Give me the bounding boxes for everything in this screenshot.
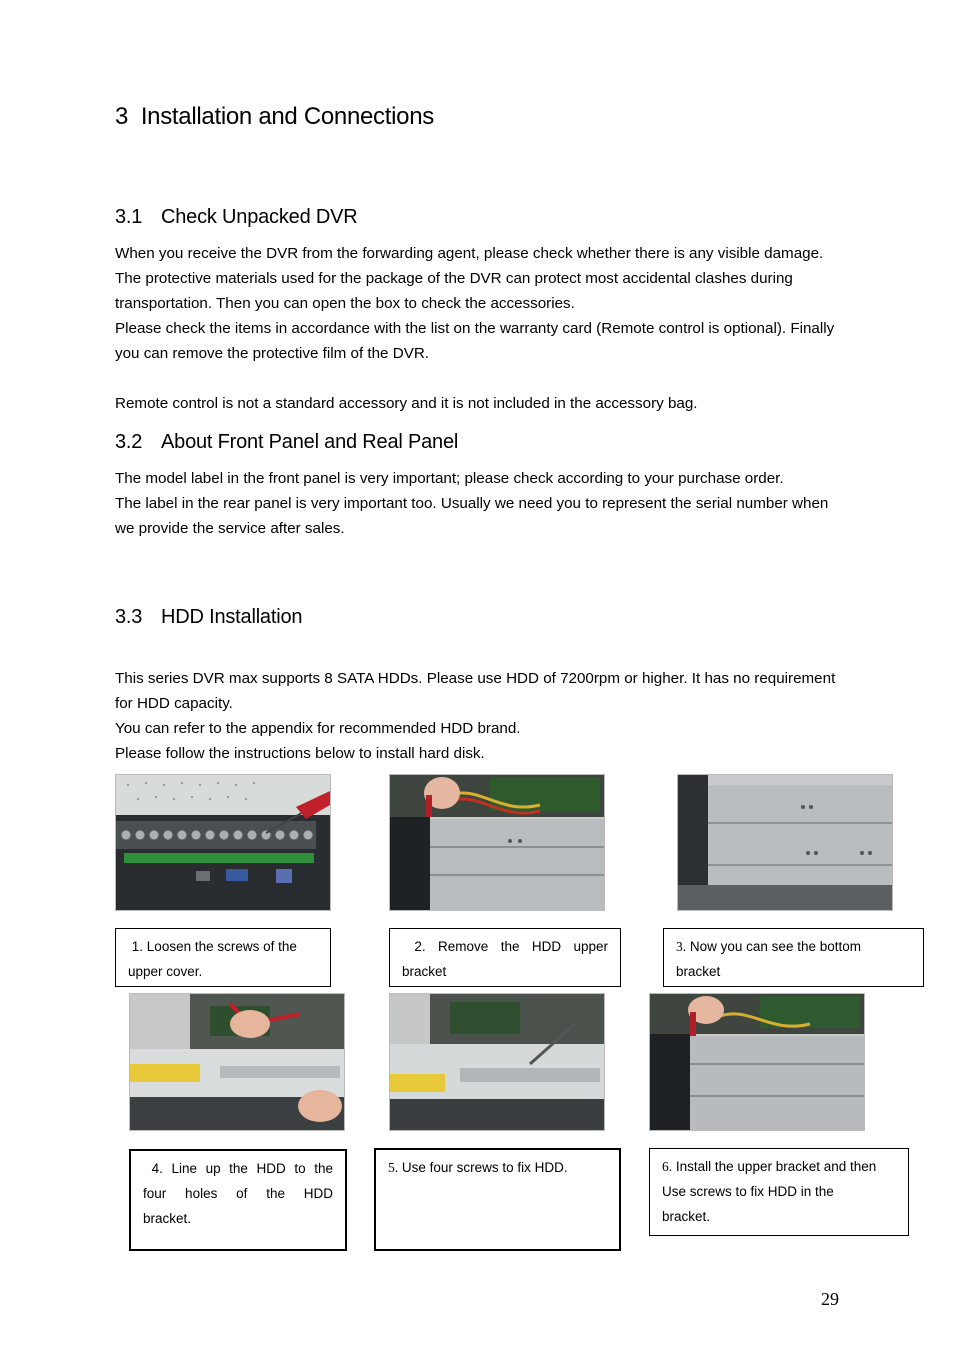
section-heading-3-2: 3.2 About Front Panel and Real Panel — [115, 431, 459, 453]
step-1-photo — [115, 774, 331, 911]
step-2-caption: 2. Remove the HDD upper bracket — [389, 928, 621, 987]
step-5-caption: 5. Use four screws to fix HDD. — [374, 1148, 621, 1251]
step-6-photo — [649, 993, 865, 1131]
paragraph: The label in the rear panel is very important too. Usually we need you to represent the serial number when we provide the service after sales. — [115, 495, 829, 537]
chapter-title: Installation and Connections — [140, 103, 434, 130]
chapter-heading — [115, 103, 434, 131]
step-1-caption: 1. Loosen the screws of the upper cover. — [115, 928, 331, 987]
paragraph: When you receive the DVR from the forwarding agent, please check whether there is any visible damage. The protective materials used for the package of the DVR can protect most accidental clashes during transportation. Then you can open the box to check the accessories. — [115, 245, 824, 312]
section-3-3-body — [115, 666, 845, 766]
section-heading-3-3: 3.3 HDD Installation — [115, 606, 303, 628]
paragraph: The model label in the front panel is very important; please check according to your purchase order. — [115, 470, 784, 487]
step-4-caption: 4. Line up the HDD to the four holes of the HDD bracket. — [129, 1149, 347, 1251]
paragraph: Please check the items in accordance with the list on the warranty card (Remote control is optional). Finally you can remove the protective film of the DVR. — [115, 320, 835, 362]
step-3-photo — [677, 774, 893, 911]
section-3-1-body — [115, 241, 845, 416]
section-heading-3-1: 3.1 Check Unpacked DVR — [115, 206, 358, 228]
chapter-number: 3 — [115, 103, 129, 130]
step-2-photo — [389, 774, 605, 911]
step-6-caption: 6. Install the upper bracket and then Use screws to fix HDD in the bracket. — [649, 1148, 909, 1236]
paragraph: Please follow the instructions below to install hard disk. — [115, 745, 485, 762]
step-5-photo — [389, 993, 605, 1131]
page-number: 29 — [821, 1289, 839, 1309]
paragraph: This series DVR max supports 8 SATA HDDs. Please use HDD of 7200rpm or higher. It has no requirement for HDD capacity. — [115, 670, 836, 712]
step-3-caption: 3. Now you can see the bottom bracket — [663, 928, 924, 987]
paragraph: You can refer to the appendix for recommended HDD brand. — [115, 720, 521, 737]
paragraph: Remote control is not a standard accessory and it is not included in the accessory bag. — [115, 395, 698, 412]
section-3-2-body — [115, 466, 845, 541]
step-4-photo — [129, 993, 345, 1131]
